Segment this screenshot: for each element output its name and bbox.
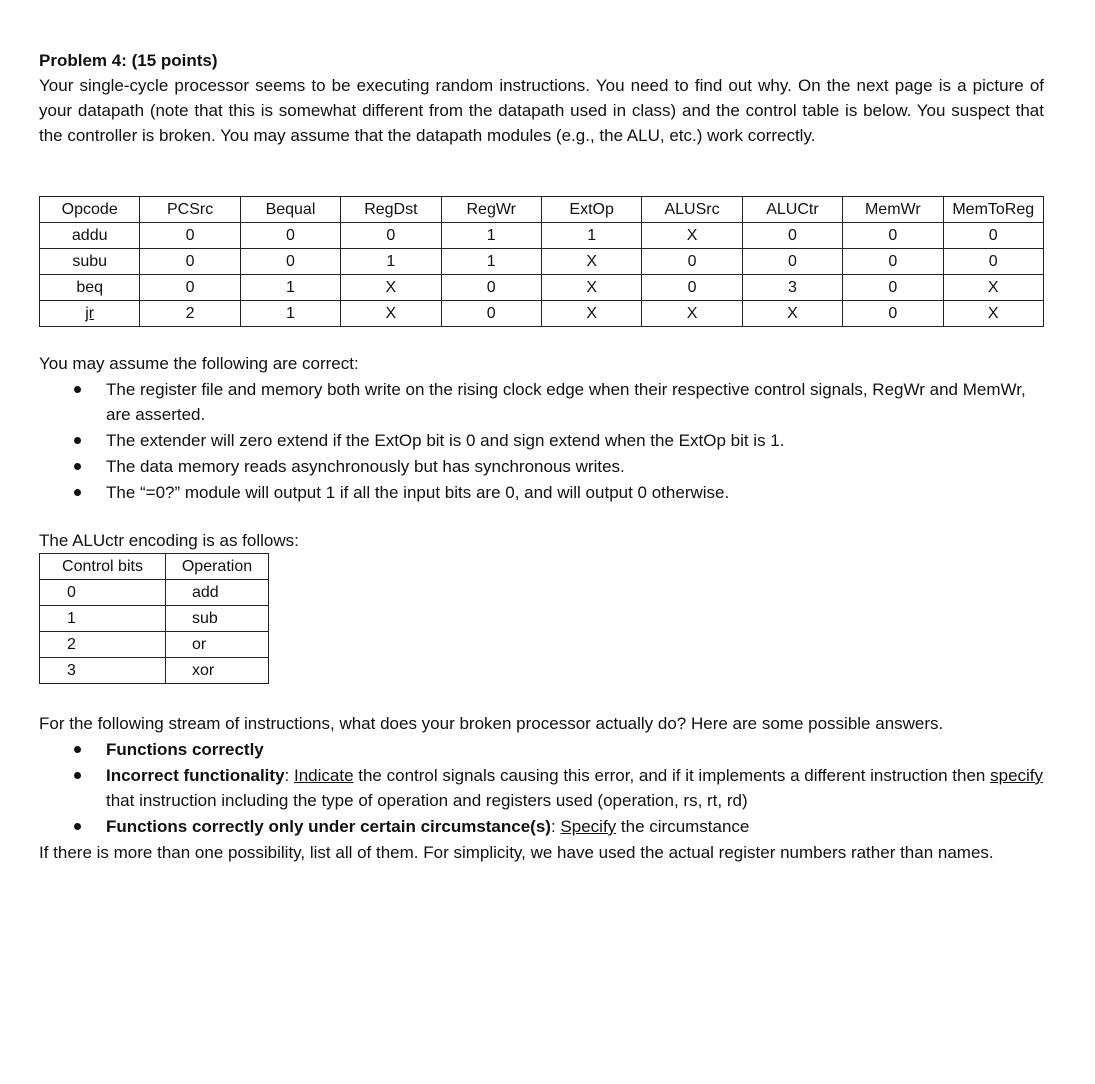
header-cell: Opcode xyxy=(40,197,140,223)
table-row xyxy=(40,606,269,632)
table-cell: 1 xyxy=(341,249,441,275)
header-cell: MemWr xyxy=(843,197,943,223)
table-cell: 0 xyxy=(441,301,541,327)
table-cell: X xyxy=(642,301,742,327)
aluctr-encoding-section xyxy=(39,531,299,684)
header-cell: ExtOp xyxy=(541,197,641,223)
list-item: The extender will zero extend if the ExtOp bit is 0 and sign extend when the ExtOp bit is 1. xyxy=(39,428,1044,453)
opcode-cell: subu xyxy=(40,249,140,275)
table-cell: xor xyxy=(166,658,269,684)
option-label: Functions correctly xyxy=(106,740,264,759)
table-cell: 0 xyxy=(240,249,340,275)
table-cell: X xyxy=(341,275,441,301)
header-cell: RegDst xyxy=(341,197,441,223)
table-cell: or xyxy=(166,632,269,658)
table-cell: 0 xyxy=(843,223,943,249)
table-cell: X xyxy=(541,275,641,301)
table-cell: sub xyxy=(166,606,269,632)
table-cell: 3 xyxy=(40,658,166,684)
underlined-word: specify xyxy=(990,766,1044,785)
table-cell: add xyxy=(166,580,269,606)
problem-title: Problem 4: (15 points) xyxy=(39,51,218,70)
table-cell: 0 xyxy=(240,223,340,249)
header-cell: ALUSrc xyxy=(642,197,742,223)
assumptions-lead: You may assume the following are correct: xyxy=(39,354,359,373)
option-functions-correctly xyxy=(39,737,1049,762)
opcode-cell: jr xyxy=(40,301,140,327)
header-cell: Bequal xyxy=(240,197,340,223)
option-label: Functions correctly only under certain circumstance(s) xyxy=(106,817,551,836)
table-row xyxy=(40,249,1044,275)
table-row xyxy=(40,580,269,606)
table-cell: 0 xyxy=(843,275,943,301)
encoding-header xyxy=(40,554,269,580)
table-cell: 1 xyxy=(240,275,340,301)
table-cell: 0 xyxy=(843,301,943,327)
option-label: Incorrect functionality xyxy=(106,766,285,785)
table-cell: 2 xyxy=(140,301,240,327)
header-cell: Operation xyxy=(166,554,269,580)
control-table-header xyxy=(40,197,1044,223)
option-conditional xyxy=(39,814,1049,839)
stream-lead: For the following stream of instructions, what does your broken processor actually do? Here are some possible answers. xyxy=(39,714,944,733)
table-cell: 3 xyxy=(742,275,842,301)
table-cell: 0 xyxy=(943,223,1043,249)
table-cell: X xyxy=(341,301,441,327)
header-cell: RegWr xyxy=(441,197,541,223)
option-incorrect-functionality xyxy=(39,763,1049,813)
table-cell: 1 xyxy=(441,223,541,249)
problem-section xyxy=(39,48,1044,148)
table-cell: 0 xyxy=(642,275,742,301)
aluctr-encoding-table xyxy=(39,553,269,684)
table-row xyxy=(40,223,1044,249)
header-cell: MemToReg xyxy=(943,197,1043,223)
aluctr-encoding-lead: The ALUctr encoding is as follows: xyxy=(39,531,299,550)
problem-intro: Your single-cycle processor seems to be executing random instructions. You need to find out why. On the next page is a picture of your datapath (note that this is somewhat different from the datapath used in class) and the control table is below. You suspect that the controller is broken. You may assume that the datapath modules (e.g., the ALU, etc.) work correctly. xyxy=(39,76,1044,145)
option-colon: : xyxy=(284,766,294,785)
list-item: The register file and memory both write on the rising clock edge when their respective control signals, RegWr and MemWr, are asserted. xyxy=(39,377,1044,427)
opcode-cell: addu xyxy=(40,223,140,249)
table-cell: 1 xyxy=(541,223,641,249)
instruction-stream-section xyxy=(39,711,1049,865)
option-text: the circumstance xyxy=(616,817,750,836)
option-colon: : xyxy=(550,817,561,836)
table-cell: 1 xyxy=(40,606,166,632)
list-item: The “=0?” module will output 1 if all the input bits are 0, and will output 0 otherwise. xyxy=(39,480,1044,505)
table-cell: 0 xyxy=(742,223,842,249)
table-cell: X xyxy=(943,275,1043,301)
underlined-word: Indicate xyxy=(293,766,354,785)
table-cell: X xyxy=(541,249,641,275)
assumptions-section xyxy=(39,351,1044,506)
table-row xyxy=(40,275,1044,301)
header-cell: ALUCtr xyxy=(742,197,842,223)
control-table xyxy=(39,196,1044,327)
table-cell: 1 xyxy=(240,301,340,327)
table-cell: X xyxy=(642,223,742,249)
table-cell: 0 xyxy=(642,249,742,275)
table-cell: X xyxy=(541,301,641,327)
table-row xyxy=(40,658,269,684)
list-item: The data memory reads asynchronously but has synchronous writes. xyxy=(39,454,1044,479)
stream-closing: If there is more than one possibility, list all of them. For simplicity, we have used the actual register numbers rather than names. xyxy=(39,843,994,862)
header-cell: Control bits xyxy=(40,554,166,580)
table-cell: 1 xyxy=(441,249,541,275)
underlined-word: Specify xyxy=(560,817,617,836)
table-cell: 0 xyxy=(843,249,943,275)
option-text: the control signals causing this error, and if it implements a different instruction then xyxy=(353,766,991,785)
table-cell: 0 xyxy=(40,580,166,606)
answer-options-list xyxy=(39,737,1049,839)
table-cell: 0 xyxy=(742,249,842,275)
table-row xyxy=(40,301,1044,327)
assumptions-list xyxy=(39,377,1044,505)
table-cell: 0 xyxy=(441,275,541,301)
table-cell: X xyxy=(943,301,1043,327)
table-cell: 0 xyxy=(140,249,240,275)
option-text: that instruction including the type of operation and registers used (operation, rs, rt, rd) xyxy=(106,791,748,810)
table-cell: 0 xyxy=(140,223,240,249)
table-cell: 2 xyxy=(40,632,166,658)
table-cell: 0 xyxy=(943,249,1043,275)
table-cell: 0 xyxy=(140,275,240,301)
opcode-cell: beq xyxy=(40,275,140,301)
table-cell: 0 xyxy=(341,223,441,249)
table-cell: X xyxy=(742,301,842,327)
table-row xyxy=(40,632,269,658)
header-cell: PCSrc xyxy=(140,197,240,223)
